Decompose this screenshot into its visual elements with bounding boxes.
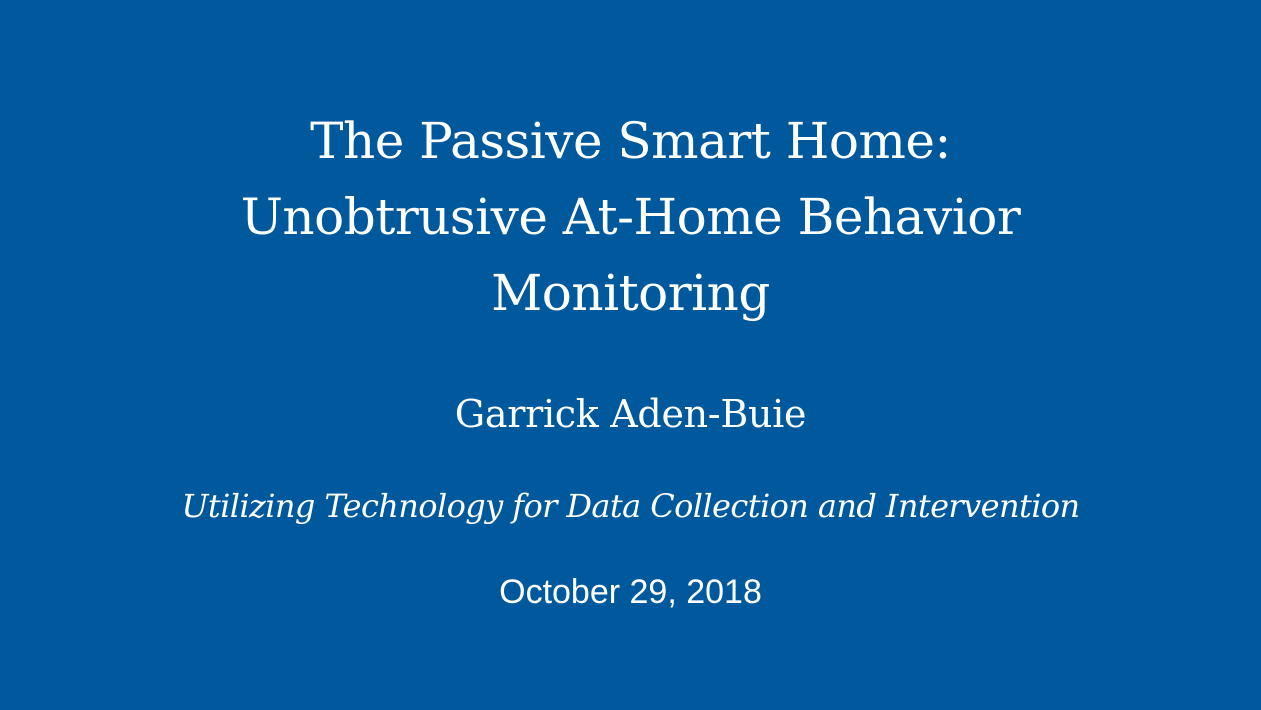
author-name: Garrick Aden-Buie xyxy=(454,392,807,436)
slide-title-line-3: Monitoring xyxy=(491,264,770,322)
slide-title xyxy=(0,103,1261,331)
event-name: Utilizing Technology for Data Collection and Intervention xyxy=(181,487,1080,525)
slide-title-line-2: Unobtrusive At-Home Behavior xyxy=(240,188,1021,246)
presentation-date: October 29, 2018 xyxy=(499,573,762,611)
slide-title-line-1: The Passive Smart Home: xyxy=(310,112,951,170)
